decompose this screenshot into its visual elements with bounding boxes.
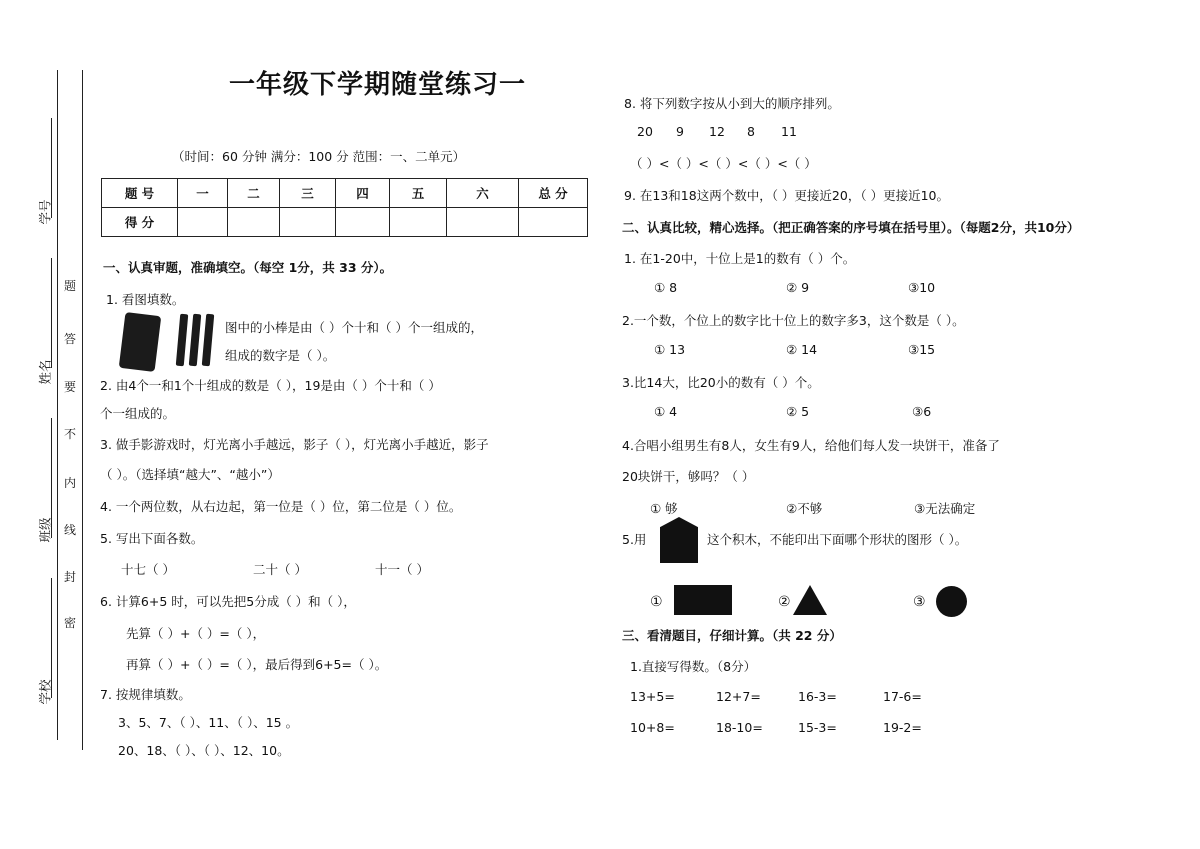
score-header-cell: 五: [390, 179, 447, 208]
score-table: [101, 178, 588, 237]
question-8-number: 12: [709, 124, 725, 139]
choice-2-option: ③15: [908, 342, 936, 357]
choice-3-option: ① 4: [654, 404, 678, 419]
question-8: 8. 将下列数字按从小到大的顺序排列。: [624, 96, 840, 111]
seal-char-4: 不: [64, 427, 77, 441]
question-8-blanks: （ ）<（ ）<（ ）<（ ）<（ ）: [630, 156, 817, 171]
score-header-cell: 题 号: [102, 179, 178, 208]
question-5-item: 十七（ ）: [121, 562, 175, 577]
score-row-label: 得 分: [102, 208, 178, 237]
calc-item: 10+8=: [630, 720, 675, 735]
choice-question-3: 3.比14大，比20小的数有（ ）个。: [622, 375, 820, 390]
choice-question-5-prefix: 5.用: [622, 532, 647, 547]
choice-question-5-text: 这个积木，不能印出下面哪个形状的图形（ ）。: [707, 532, 968, 547]
question-9: 9. 在13和18这两个数中，（ ）更接近20，（ ）更接近10。: [624, 188, 949, 203]
question-8-number: 9: [676, 124, 684, 139]
score-table-score-row: [102, 208, 588, 237]
score-cell[interactable]: [178, 208, 228, 237]
choice-5-option: ①: [650, 594, 663, 610]
choice-5-option: ②: [778, 594, 791, 610]
rectangle-shape-image: [674, 585, 732, 615]
calc-item: 12+7=: [716, 689, 761, 704]
binding-line-inner: [82, 70, 83, 750]
choice-1-option: ① 8: [654, 280, 678, 295]
question-6-line-a: 先算（ ）+（ ）=（ ），: [126, 626, 266, 641]
choice-5-option: ③: [913, 594, 926, 610]
question-3-line-b: （ ）。（选择填“越大”、“越小”）: [100, 467, 280, 482]
question-7: 7. 按规律填数。: [100, 687, 191, 702]
single-stick-image: [189, 314, 202, 366]
seal-char-7: 封: [64, 570, 77, 584]
score-header-cell: 一: [178, 179, 228, 208]
question-8-number: 11: [781, 124, 797, 139]
question-6: 6. 计算6+5 时，可以先把5分成（ ）和（ ），: [100, 594, 356, 609]
choice-3-option: ③6: [912, 404, 932, 419]
question-7-line-a: 3、5、7、（ ）、11、（ ）、15 。: [118, 715, 299, 730]
calc-title: 1.直接写得数。（8分）: [630, 659, 757, 674]
choice-2-option: ① 13: [654, 342, 686, 357]
seal-char-5: 内: [64, 476, 77, 490]
circle-shape-image: [936, 586, 967, 617]
choice-2-option: ② 14: [786, 342, 818, 357]
question-1-line-a: 图中的小棒是由（ ）个十和（ ）个一组成的，: [225, 320, 483, 335]
choice-question-4-line-b: 20块饼干，够吗？（ ）: [622, 469, 755, 484]
choice-3-option: ② 5: [786, 404, 810, 419]
section-2-heading: 二、认真比较，精心选择。（把正确答案的序号填在括号里）。（每题2分，共10分）: [622, 220, 1080, 235]
side-label-school: 学校: [37, 679, 53, 705]
score-cell[interactable]: [390, 208, 447, 237]
choice-4-option: ②不够: [786, 501, 823, 516]
question-6-line-b: 再算（ ）+（ ）=（ ），最后得到6+5=（ ）。: [126, 657, 388, 672]
question-2-line-b: 个一组成的。: [100, 406, 176, 421]
score-header-cell: 二: [228, 179, 280, 208]
score-cell[interactable]: [336, 208, 390, 237]
single-stick-image: [202, 314, 215, 366]
question-5-item: 十一（ ）: [375, 562, 429, 577]
choice-question-2: 2.一个数，个位上的数字比十位上的数字多3，这个数是（ ）。: [622, 313, 965, 328]
seal-char-6: 线: [64, 523, 77, 537]
question-8-number: 8: [747, 124, 755, 139]
question-4: 4. 一个两位数，从右边起，第一位是（ ）位，第二位是（ ）位。: [100, 499, 462, 514]
choice-question-4-line-a: 4.合唱小组男生有8人，女生有9人，给他们每人发一块饼干，准备了: [622, 438, 1000, 453]
score-cell[interactable]: [280, 208, 336, 237]
question-5-item: 二十（ ）: [253, 562, 307, 577]
calc-item: 15-3=: [798, 720, 837, 735]
score-cell[interactable]: [447, 208, 519, 237]
choice-question-1: 1. 在1-20中，十位上是1的数有（ ）个。: [624, 251, 856, 266]
score-cell[interactable]: [519, 208, 588, 237]
calc-item: 18-10=: [716, 720, 763, 735]
page-title: 一年级下学期随堂练习一: [229, 70, 527, 100]
single-stick-image: [176, 314, 189, 366]
side-label-name: 姓名: [37, 359, 53, 385]
calc-item: 13+5=: [630, 689, 675, 704]
question-5: 5. 写出下面各数。: [100, 531, 204, 546]
question-1: 1. 看图填数。: [106, 292, 185, 307]
question-1-line-b: 组成的数字是（ ）。: [225, 348, 336, 363]
calc-item: 19-2=: [883, 720, 922, 735]
choice-1-option: ② 9: [786, 280, 810, 295]
calc-item: 16-3=: [798, 689, 837, 704]
seal-char-8: 密: [64, 616, 77, 630]
pentagon-block-image: [660, 517, 698, 563]
question-8-number: 20: [637, 124, 653, 139]
score-cell[interactable]: [228, 208, 280, 237]
choice-1-option: ③10: [908, 280, 936, 295]
choice-4-option: ① 够: [650, 501, 678, 516]
seal-char-3: 要: [64, 380, 77, 394]
choice-4-option: ③无法确定: [914, 501, 976, 516]
side-label-student-id: 学号: [37, 199, 53, 225]
stick-bundle-image: [119, 312, 162, 372]
calc-item: 17-6=: [883, 689, 922, 704]
score-header-cell: 六: [447, 179, 519, 208]
triangle-shape-image: [793, 585, 827, 615]
underline-name: [51, 258, 52, 368]
side-label-class: 班级: [37, 517, 53, 543]
score-header-cell: 四: [336, 179, 390, 208]
seal-char-1: 题: [64, 279, 77, 293]
score-header-cell: 三: [280, 179, 336, 208]
section-3-heading: 三、看清题目，仔细计算。（共 22 分）: [622, 628, 842, 643]
seal-char-2: 答: [64, 332, 77, 346]
question-7-line-b: 20、18、（ ）、（ ）、12、10。: [118, 743, 290, 758]
section-1-heading: 一、认真审题，准确填空。（每空 1分，共 33 分）。: [103, 260, 393, 275]
question-3-line-a: 3. 做手影游戏时，灯光离小手越远，影子（ ），灯光离小手越近，影子: [100, 437, 489, 452]
score-header-cell: 总 分: [519, 179, 588, 208]
question-2-line-a: 2. 由4个一和1个十组成的数是（ ），19是由（ ）个十和（ ）: [100, 378, 441, 393]
binding-line-outer: [57, 70, 58, 740]
exam-info: （时间：60 分钟 满分：100 分 范围：一、二单元）: [172, 149, 466, 164]
score-table-header-row: [102, 179, 588, 208]
